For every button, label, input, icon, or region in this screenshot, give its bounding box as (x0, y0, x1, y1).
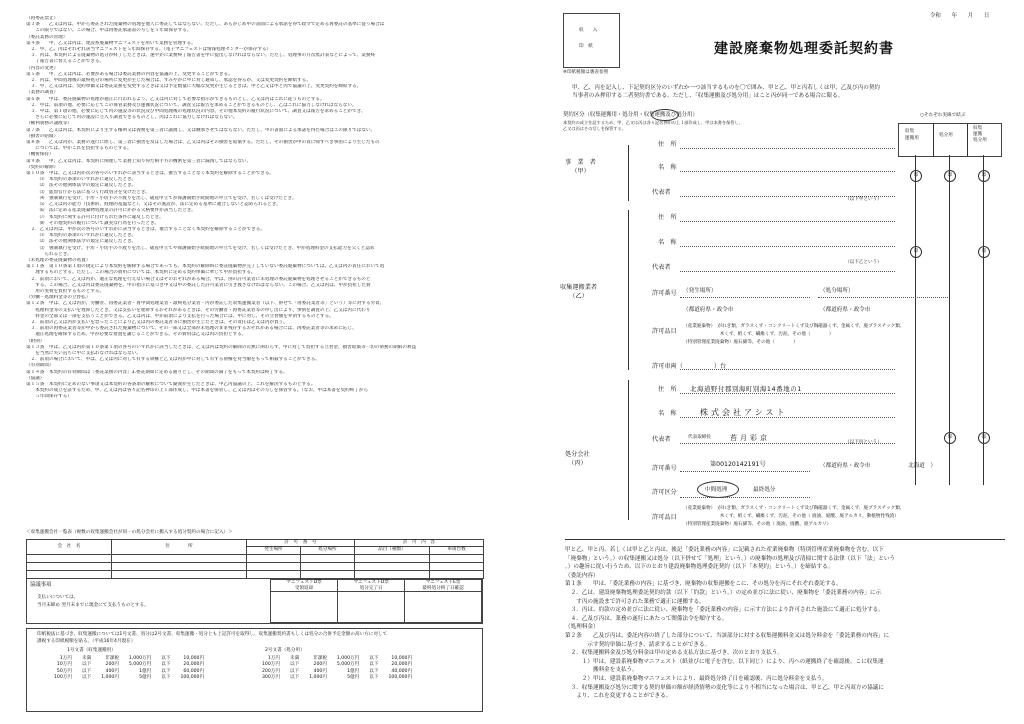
th-address: 住 所 (112, 540, 247, 555)
tax-cell: 100万円 (54, 675, 72, 681)
party-c-pref-val: 北海道 ） (908, 463, 936, 469)
tax-cell: 10,000円 (183, 656, 205, 661)
party-b-permit-origin: （発生場所） (683, 288, 717, 294)
tax-cell: 400円 (313, 668, 327, 674)
col-disposal: 処分用 (939, 133, 953, 138)
clause-line: 適正処理を確保するため、甲が必要な措置を講じることができる。その費用は乙又は丙の負担とする。 (26, 332, 247, 338)
party-c-permit-no: 第00120142191号 (710, 461, 766, 468)
clause-line: ５年間保存する） (26, 394, 72, 400)
party-c-address-label: 住 所 (658, 386, 677, 393)
tax-rate-table (49, 656, 209, 682)
manifest-e-final: マニフェストE票 最終処分終了日確認 (405, 580, 482, 592)
contract-type-columns (898, 123, 1002, 157)
party-c-name-label: 名 称 (658, 410, 677, 417)
party-b-items-3: （特別管理産業廃棄物）廃石綿等、その他（ ） (683, 340, 798, 345)
th-permit-detail: 許 可 内 容 (354, 540, 483, 547)
body-line: ３．丙は、約款の定め並びに法に従い、廃棄物を「委託業務の内容」に示す方法により許可された施設にて適正に処分する。 (565, 607, 884, 614)
party-a-name-label: 名 称 (658, 164, 677, 171)
party-b-vehicles: 許可車両（ ）台 (652, 363, 727, 370)
contract-note-2: 乙又は丙はその写しを保管する。 (563, 126, 626, 131)
clause-line: 第１０条 甲は、乙又は丙が次の各号のいずれかに該当するときは、催告することなく本契約を解除することができる。 (26, 171, 275, 177)
clause-line: する。この場合、乙又は丙は委託廃棄物を、甲の指示に基づき甲又は甲の委託した許可業者に引き渡さなければならない。この場合、乙又は丙は、甲が負担した費 (26, 282, 371, 288)
consultation-line-2: 当月末締め 翌月末までに現金にて支払うものとする。 (37, 603, 149, 608)
tax-cell: 1,000万円 (336, 656, 360, 661)
transport-companies-table (26, 539, 484, 579)
seal-b-1[interactable]: 印 (910, 246, 922, 258)
tax-cell: 1億円 (347, 668, 360, 674)
tax-cell: 1,000円 (101, 675, 119, 681)
tax-cell: 以下 (161, 656, 171, 661)
body-line: 「廃棄物」という。）の収集運搬又は処分（以下併せて「処理」という。）の廃棄物の処理及び清掃に関する法律（以下「法」という (565, 555, 896, 562)
clause-line: 用の実費を負担するものとする。 (26, 288, 105, 294)
clause-line: （未処理の委託廃棄物の処置） (26, 257, 91, 263)
revenue-stamp-box (563, 13, 620, 68)
tax-rate-table (257, 656, 417, 682)
party-b-items-1: （産業廃棄物） がれき類、ガラスくず・コンクリートくず及び陶磁器くず、金属くず、廃プラスチック類、 (683, 324, 905, 329)
tax-cell: 以下 (289, 668, 300, 674)
tax-cell: 200円 (313, 662, 327, 668)
clause-line: 第５条 甲、乙又は丙は、必要がある場合は委託業務の内容を協議の上、変更することができる。 (26, 71, 233, 77)
clause-line: （労働・処理料金等の立替払） (26, 295, 91, 301)
tax-cell: 以下 (369, 668, 379, 674)
intro-line-1: 甲、乙、丙を記入し、下記契約区分のいずれか一つ該当するものを〇で囲み、甲と乙、甲と丙若しくは甲、乙及び丙の契約 (572, 85, 880, 91)
clause-line: 第１２条 甲は、乙又は丙が、労働者、再委託業者・再中間処理業者・最終処分業者・丙が委託した収集運搬業者（以下、併せて「再委託業者等」という）等に対する労賃、 (26, 301, 385, 307)
tax-cell: 5,000万円 (336, 662, 360, 668)
party-b-label: 収集運搬業者 （乙） (560, 284, 598, 300)
body-line: 第１条 甲は、「委託業務の内容」に基づき、廃棄物の収集運搬をこに、その処分を丙にそれぞれ委託する。 (565, 581, 842, 588)
party-b-permit-dest: （処分場所） (820, 288, 854, 294)
contract-title: 建設廃棄物処理委託契約書 (714, 41, 894, 57)
th-dest: 処分場所 (300, 547, 354, 554)
clause-line: 第１３条 甲は、乙又は丙が第１０条第１項の各号のいずれかに該当したときは、乙又は丙は契約の解除の有無に関わらず、甲に対して負担する立替金、損害賠償等一切の債務の期限の利益 (26, 344, 417, 350)
col-both: 収集 運搬 処分用 (973, 126, 987, 143)
consultation-box (26, 578, 483, 624)
party-c-items-1: （産業廃棄物） がれき類、ガラスくず・コンクリートくず及び陶磁器くず、金属くず、廃プラスチック類、 (683, 506, 905, 511)
clause-line: ⑴ 本契約の条項のいずれかに違反したとき。 (26, 177, 137, 183)
contract-date: 令和 年 月 日 (930, 13, 990, 19)
party-b-address-label: 住 所 (658, 214, 677, 221)
contract-type-selector[interactable]: 契約区分（収集運搬用・処分用・収集運搬及び処分用） (563, 112, 698, 118)
tax-cell: 以下 (161, 668, 171, 674)
clause-line: ⑺ 本契約に関する許可に付けられた条件に違反したとき。 (26, 214, 164, 220)
clause-line: 第１１条 第１０条第１項の規定により本契約を解除する場合であっても、本契約の解除時に委託廃棄物が完了していない委託廃棄物については、乙又は丙の責任において処 (26, 264, 385, 270)
clause-line: ⑸ 乙又は丙の能力（技術的、経理的基盤など）、又はその施設が、法に定める基準に適合しないと認められるとき。 (26, 202, 281, 208)
clause-line: 処理料金等の支払いを遅滞したとき、又は支払いを遅滞するおそれがあるときは、その労働者・再委託業者等の申し出により、事情を調査の上、乙又は丙に代わり (26, 307, 371, 313)
clause-line: （契約の解除） (26, 164, 59, 170)
party-c-items-3: （特別管理産業廃棄物）廃石綿等、その他（ 廃油、廃酸、廃アルカリ） (683, 522, 832, 527)
party-b-items-label: 許可品目 (652, 328, 677, 335)
clause-line: （内容の変更） (26, 65, 59, 71)
body-line: 示す契約単価に基づき、請求することができる。 (565, 641, 711, 648)
clause-line: ２．前項の場合において、甲は、乙又は丙に対して有する債権と乙又は丙が甲に対して有する債権を対当額をもって相殺することができる。 (26, 357, 320, 363)
tax-cell: 200万円 (262, 668, 280, 674)
body-line: ２．収集運搬料金及び処分料金は甲の定める支払方法に基づき、次のとおり支払う。 (565, 650, 783, 657)
tax-cell: 以下 (369, 656, 379, 661)
clause-line: 第４条 甲、乙又は丙は、建設系廃棄物マニフェストを用いて業務を管理する。 (26, 40, 196, 46)
tax-cell: 以下 (81, 675, 92, 681)
seal-c-2[interactable]: 印 (944, 432, 956, 444)
party-b-rep-label: 代表者 (652, 264, 671, 271)
tax-cell: 100万円 (262, 662, 280, 668)
th-origin: 発生場所 (247, 547, 301, 554)
clause-line: ３．甲、乙又は丙は、契約単価又は委託業務を変更するときは又は予定数量に大幅な変更が生じるときは、甲と乙又は甲と丙で協議の上、変更契約を締結する。 (26, 84, 362, 90)
body-line: ２．乙は、建設廃棄物処理委託契約約款（以下「約款」という。）の定め並びに法に従い、廃棄物を「委託業務の内容」に示 (565, 589, 882, 596)
body-line: 甲と乙、甲と丙、若しくは甲と乙と丙は、後記「委託業務の内容」に記載された産業廃棄物（特別管理産業廃棄物を含む。以下 (565, 547, 884, 553)
clause-line: ⑵ 法その他関係法令の規定に違反したとき。 (26, 239, 137, 245)
clause-line: については、甲がこれを負担するものとする。 (26, 146, 132, 152)
party-b-alias: （以下乙という） (845, 260, 882, 265)
tax-cell: 非課税 (313, 656, 327, 661)
clause-line: 理するものとする。ただし、この場合の費用については、本契約に定める契約単価に準じて甲が負担する。 (26, 270, 256, 276)
manifest-table (270, 579, 482, 623)
tax-cell: 20,000円 (391, 662, 413, 668)
th-company: 会 社 名 (27, 540, 112, 555)
stamp-tax-note: ※印紙税額は裏表参照 (563, 70, 609, 75)
party-c-items-label: 許可品目 (652, 514, 677, 521)
tax-cell: 1,000円 (309, 675, 327, 681)
tax-cell: 10,000円 (391, 656, 413, 661)
tax-cell: 未満 (289, 656, 300, 661)
tax-cell: 20,000円 (183, 662, 205, 668)
seal-a-1[interactable]: 印 (910, 170, 922, 182)
tax-cell: 以下 (369, 675, 379, 681)
tax-table-2 (257, 656, 417, 682)
body-line: ４．乙及び丙は、業務の遂行にあたって関係法令を順守する。 (565, 615, 728, 622)
th-permit-no: 許 可 番 号 (247, 540, 355, 547)
clause-line: られるとき。 (26, 251, 72, 257)
party-c-class-label: 許可区分 (652, 489, 677, 496)
tax-cell: 1億円 (139, 668, 152, 674)
clause-line: さらに必要に応じて丙の施設に立入り調査できるものとし、丙はこれに協力しなければならない。 (26, 115, 238, 121)
body-line: ３．収集運搬及び処分に関する契約単価の額が経済情勢の変化等により不相当になった場合は、甲と乙、甲と丙双方の協議に (565, 684, 884, 691)
clause-line: ⑶ 監督官庁から法に基づく行政処分を受けたとき。 (26, 189, 150, 195)
clause-line: （権利義務の譲渡等） (26, 121, 72, 127)
clause-line: ⑶ 強制執行を受け、手形・小切手の不渡りを出し、破産申立てや保護開始手続開始の申立てを受け、若しくは受けたとき、甲が処理料金の支払能力を欠くと認め (26, 245, 375, 251)
tax-row (257, 675, 417, 681)
clause-line: 第１５条 本契約に定めのない事項又は本契約の各条項の解釈について疑義が生じたときは、甲乙丙協議の上、これを解決するものとする。 (26, 381, 316, 387)
tax-cell: 400円 (105, 668, 119, 674)
party-c-alias: （以下丙という） (845, 440, 882, 445)
party-b-items-2: 木くず、紙くず、繊維くず、汚泥、その他（ ） (683, 332, 834, 337)
party-a-rep-label: 代表者 (652, 189, 671, 196)
clause-line: （協議） (26, 375, 45, 381)
body-line: （委託内容） (565, 572, 599, 579)
tax-table-1-title: 1号文書（収集運搬用） (67, 648, 116, 653)
th-items: 品目（種類） (354, 547, 429, 554)
tax-cell: 60,000円 (183, 668, 205, 674)
stamp-note-1: 印紙税法に基づき、収集運搬については1号文書、処分は2号文書、収集運搬・処分とも上記許可を取得し、収集運搬契約書もしくは処分の合併予定金額の高い方に対して (37, 632, 388, 637)
clause-line: ２．丙は、中間処理後の最終処分の場所に変更が生じた場合は、すみやかに甲に対し通知し、承認を得るが、又は変更契約を締結する。 (26, 78, 311, 84)
clause-line: 本契約の成立を証するため、甲、乙又は丙は各々記名押印の上１部作成し、甲は本書を保管し、乙又は丙はその写しを保管する。（なお、甲は本書を契約終了から (26, 388, 369, 394)
party-c-class-intermediate[interactable]: 中間処理 (705, 487, 728, 493)
contract-body (565, 546, 1005, 701)
body-line: 搬料金を支払う。 (565, 667, 638, 674)
manifest-d-receipt: マニフェストD票 受領返却 (271, 580, 338, 592)
clause-line: 第７条 乙又は丙は、本契約により生ずる権利又は義務を第三者に譲渡し、又は継承させてはならない。ただし、甲の書面による承諾を得た場合はこの限りではない。 (26, 127, 376, 133)
party-c-label: 処分会社 （丙） (565, 451, 590, 467)
party-c-rep-title: 代表取締役 (688, 435, 711, 440)
clause-line: ⑻ その他契約の履行について誠実な行為を行ったとき。 (26, 220, 159, 226)
tax-cell: 50万円 (56, 668, 72, 674)
clause-line: ⑹ 法に定める産業廃棄物処理業の許可にかかる欠格要件が該当したとき。 (26, 208, 196, 214)
tax-cell: 以下 (81, 662, 92, 668)
tax-cell: 1万円 (267, 656, 280, 661)
clause-line: ２．甲は、前項の他、必要に応じてこの保管業務及び運搬状況について、調査又は報告を求めることができるものとし、乙はこれに協力しなければならない。 (26, 102, 357, 108)
party-c-address: 北海道野付郡別海町別海14番地の1 (690, 385, 802, 393)
clause-line: ２．前項の乙又は丙が支払いを怠ったことにより乙又は丙の委託業者等に損害が生じたときは、その責任は乙又は丙が負う。 (26, 319, 288, 325)
clause-line: （機密保持） (26, 152, 54, 158)
seal-a-3[interactable]: 印 (978, 170, 990, 182)
revenue-stamp-label-top: 収 入 (579, 28, 598, 33)
consultation-line-1: 支払いについては、 (37, 595, 79, 600)
col-transport: 収集 運搬用 (905, 129, 919, 141)
clause-line: 第６条 甲は、委託廃棄物の処理が適正に行われるよう、乙又は丙に対して必要な指示ができるものとし、乙又は丙はこれに従うものとする。 (26, 96, 325, 102)
tax-cell: 5億円 (347, 675, 360, 681)
clause-line: ３．丙は、本契約による廃棄物の処分が終了したときは、速やかに業務終了報告書を甲に提出しなければならない。ただし、処理事の月次集計表などによって、業務終 (26, 53, 376, 59)
party-a-address-label: 住 所 (658, 141, 677, 148)
consultation-title: 協議事項 (30, 582, 52, 588)
tax-cell: 以下 (289, 662, 300, 668)
seal-b-3[interactable]: 印 (978, 246, 990, 258)
line-instruction: ○それぞれ実線で結ぶ (920, 113, 966, 118)
tax-cell: 40,000円 (391, 668, 413, 674)
clause-line: ３．甲は、第１項の他、必要に応じて丙の施設等の状況及び中間処理後の処理状況の内容、その他本契約の履行状況について、調査又は報告を求めることができ、 (26, 109, 366, 115)
party-b-permit-label: 許可番号 (652, 290, 677, 297)
body-line: 。）の趣旨に従い行うため、以下のとおり建設廃棄物処理委託契約（以下「本契約」という。）を締結する。 (565, 564, 834, 571)
party-a-label: 事 業 者 （甲） (565, 159, 596, 175)
contract-clauses (26, 16, 506, 401)
clause-line: を当然に失い直ちに甲に支払わなければならない。 (26, 350, 141, 356)
party-c-class-circle (697, 481, 739, 498)
clause-line: 第３条 乙又は丙は、甲から委託された廃棄物の処理を他人に委託してはならない。ただし、あらかじめ甲の書面による承諾を得て政令で定める再委託の基準に従う場合は (26, 22, 385, 28)
tax-table-1 (49, 656, 209, 682)
clause-line: ３．前項の再委託業者等が甲から委託された廃棄物について、その一部又は全部が未処理のまま残存するおそれがある場合には、再委託業者等の求めに応じ、 (26, 326, 357, 332)
party-b-pref-origin: （都道府県・政令市 (683, 307, 734, 313)
tax-cell: 10万円 (56, 662, 72, 668)
clause-line: （再委託禁止） (26, 16, 59, 21)
body-line: ２）甲は、建設系廃棄物マニフェストにより、最終処分終了日を確認後、丙に処分料金を支払う。 (565, 675, 828, 682)
manifest-d-done: マニフェストD票 処分完了日 (338, 580, 405, 592)
tax-cell: 以下 (289, 675, 300, 681)
party-c-permit-label: 許可番号 (652, 465, 677, 472)
tax-table-2-title: 2号文書（処分用） (265, 648, 305, 653)
clause-line: ２．甲、乙、丙はそれぞれ該当マニフェストを５年間保存する。（電子マニフェストは情報処理センターが保存する） (26, 47, 272, 53)
clause-line: （委託業務の管理） (26, 34, 68, 40)
party-c-name: 株式会社アシスト (700, 408, 788, 417)
clause-line: 第１４条 本契約の有効期間は［委託業務の内容］3.委託期間に定める通りとし、その期間の満了をもって本契約は終了する。 (26, 369, 288, 375)
clause-line: ⑵ 法その他関係法令の規定に違反したとき。 (26, 183, 137, 189)
tax-cell: 非課税 (105, 656, 119, 661)
clause-line: （業務の調査） (26, 90, 59, 96)
tax-cell: 200円 (105, 662, 119, 668)
clause-line: ２．乙又は丙は、甲が次の各号のいずれかに該当するときは、催告することなく本契約を解除することができる。 (26, 226, 265, 232)
clause-line: （附則） (26, 338, 45, 344)
tax-cell: 5,000万円 (128, 662, 152, 668)
party-c-rep-label: 代表者 (652, 436, 671, 443)
party-c-pref: （都道府県・政令市 (820, 463, 871, 469)
tax-cell: 1,000万円 (128, 656, 152, 661)
seal-c-3[interactable]: 印 (978, 432, 990, 444)
tax-cell: 300万円 (262, 675, 280, 681)
tax-cell: 以下 (161, 662, 171, 668)
tax-cell: 100,000円 (180, 675, 205, 681)
party-b-pref-dest: （都道府県・政令市 (820, 307, 871, 313)
tax-cell: 100,000円 (388, 675, 413, 681)
tax-cell: 以下 (161, 675, 171, 681)
revenue-stamp-label-bottom: 印 紙 (579, 44, 593, 49)
party-c-class-final[interactable]: 最終処分 (753, 487, 776, 493)
party-a-alias: （以下甲という） (845, 197, 882, 202)
body-line: １）甲は、建設系廃棄物マニフェスト（紙並びに電子を含む。以下同じ）により、丙への運搬終了を確認後、こに収集運 (565, 658, 884, 665)
transport-companies-caption: ＜収集運搬会社一覧表（複数の収集運搬会社が同一の処分会社に搬入する処分契約の場合に記入）＞ (26, 530, 233, 535)
tax-cell: 5億円 (139, 675, 152, 681)
tax-cell: 1万円 (59, 656, 72, 661)
clause-line: 了報告書に替えることができる。 (26, 59, 105, 65)
clause-line: （有効期間） (26, 363, 54, 369)
stamp-tax-box (26, 628, 483, 712)
clause-line: （損害の賠償） (26, 133, 59, 139)
intro-paragraph (572, 84, 880, 100)
party-c-items-2: 木くず、紙くず、繊維くず、汚泥、その他（ 廃油、廃酸、廃アルカリ、動植物性残渣） (683, 514, 899, 519)
clause-line: 第８条 乙又は丙が、業務の遂行に際し、第三者に損害を及ぼした場合は、乙又は丙はその損害を賠償する。ただし、その損害が甲の責に帰すべき事由により生じたもの (26, 140, 380, 146)
tax-cell: 以下 (369, 662, 379, 668)
th-vehicles: 車両台数 (430, 547, 484, 554)
tax-cell: 未満 (81, 656, 92, 661)
party-c-rep-name: 苔月彩京 (730, 434, 770, 442)
tax-row (49, 675, 209, 681)
stamp-note-2: 課税する印紙税額を貼る。（平成16年4月現在） (37, 639, 136, 644)
clause-line: この限りではない。この場合、甲は再委託承諾書の写しを５年間保存する。 (26, 28, 192, 34)
body-line: 第２条 乙及び丙は、委託内容の終了した部分について、当該部分に対する収集運搬料金又は処分料金を「委託業務の内容」に (565, 632, 890, 639)
body-line: より、これを変更することができる。 (565, 693, 672, 700)
clause-line: 料金の全部又は一部を支払うことができる。乙又は丙は、甲が前項により支払を行った場合には、甲に対し、その立替額を弁済するものとする。 (26, 313, 334, 319)
tax-cell: 以下 (81, 668, 92, 674)
party-b-name-label: 名 称 (658, 239, 677, 246)
clause-line: ⑴ 本契約の条項のいずれかに違反したとき。 (26, 233, 137, 239)
contract-note-1: 本契約の成立を証するため、甲、乙又は丙は各々記名押印の上１部作成し、甲は本書を保管し、 (563, 120, 743, 125)
body-line: す丙の施設まで許可された業務で適正に運搬する。 (565, 598, 705, 605)
intro-line-2: 当事者のみ押印する二者契約書である。ただし、「収集運搬及び処分用」はこと丙が同一である場合に限る。 (572, 93, 844, 99)
clause-line: 第９条 甲、乙又は丙は、本契約に関連して業務上知り得た相手方の機密を第三者に漏洩してはならない。 (26, 158, 252, 164)
seal-a-2[interactable]: 印 (944, 170, 956, 182)
body-line: （処理料金） (565, 624, 599, 631)
clause-line: ⑷ 強制執行を受け、手形・小切手の不渡りを出し、破産申立てが保護開始手続開始の申立てを受け、若しくは受けたとき。 (26, 195, 297, 201)
clause-line: ２．前項において、乙又は丙が、適正な処理を行えない場合又はそのおそれがある場合、甲は、別の許可業者に未処理の委託廃棄物を処理させることができるものと (26, 276, 371, 282)
